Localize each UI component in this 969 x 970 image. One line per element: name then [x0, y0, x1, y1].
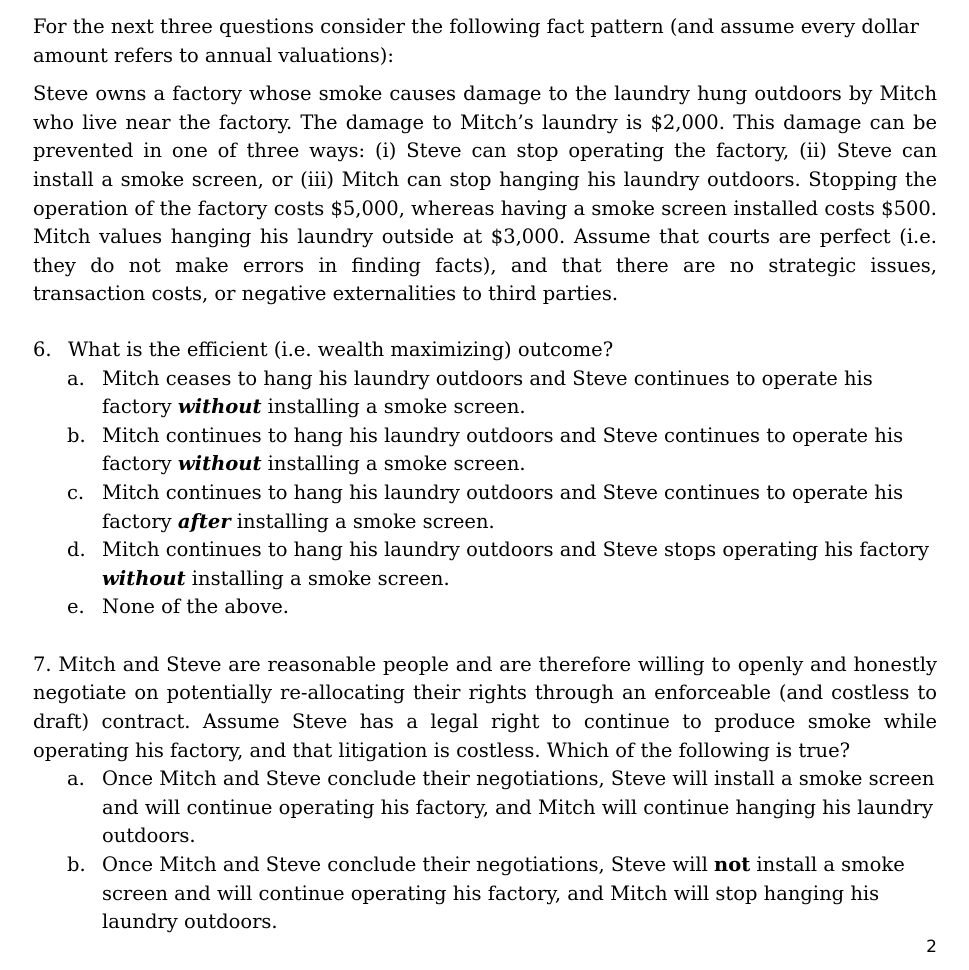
option-text: Mitch continues to hang his laundry outdoors and Steve continues to operate his factory [102, 423, 904, 476]
option-letter: a. [67, 767, 85, 791]
page-number: 2 [926, 937, 937, 957]
option-text: Mitch ceases to hang his laundry outdoors and Steve continues to operate his factory [102, 366, 873, 419]
option-emphasis: without [177, 395, 262, 419]
option-text: None of the above. [102, 595, 289, 619]
option-text-end: installing a smoke screen. [230, 509, 495, 533]
question-6-stem [33, 336, 937, 365]
question-7-stem: 7. Mitch and Steve are reasonable people and are therefore willing to openly and honestly negotiate on potentially re-allocating their rights through an enforceable (and costless to draft) contract. Assume Steve has a legal right to continue to produce smoke while operating his factory, and that litigation is costless. Which of the following is true? [33, 652, 937, 762]
question-6-options [33, 365, 937, 622]
option-text-end: install a smoke screen and will continue operating his factory, and Mitch will stop hanging his laundry outdoors. [102, 853, 905, 934]
fact-pattern-paragraph: Steve owns a factory whose smoke causes damage to the laundry hung outdoors by Mitch who live near the factory. The damage to Mitch’s laundry is $2,000. This damage can be prevented in one of three ways: (i) Steve can stop operating the factory, (ii) Steve can install a smoke screen, or (iii) Mitch can stop hanging his laundry outdoors. Stopping the operation of the factory costs $5,000, whereas having a smoke screen installed costs $500. Mitch values hanging his laundry outside at $3,000. Assume that courts are perfect (i.e. they do not make errors in finding facts), and that there are no strategic issues, transaction costs, or negative externalities to third parties. [33, 82, 937, 306]
option-text: Once Mitch and Steve conclude their negotiations, Steve will [102, 853, 715, 877]
option-6e [33, 593, 937, 622]
option-text-end: installing a smoke screen. [185, 566, 450, 590]
option-7a [33, 765, 937, 851]
question-6-text: What is the efficient (i.e. wealth maximizing) outcome? [68, 337, 614, 361]
option-emphasis: without [177, 452, 262, 476]
option-6a [33, 365, 937, 422]
option-7b [33, 851, 937, 937]
question-7 [33, 651, 937, 937]
option-text-end: installing a smoke screen. [261, 452, 526, 476]
option-letter: b. [67, 423, 86, 447]
question-7-options [33, 765, 937, 937]
question-6 [33, 336, 937, 622]
option-letter: a. [67, 366, 85, 390]
option-emphasis: without [102, 566, 186, 590]
option-text: Mitch continues to hang his laundry outdoors and Steve stops operating his factory [102, 538, 930, 562]
option-text: Mitch continues to hang his laundry outdoors and Steve continues to operate his factory [102, 480, 904, 533]
option-letter: e. [67, 595, 85, 619]
option-6d [33, 536, 937, 593]
option-letter: c. [67, 480, 85, 504]
intro-paragraph: For the next three questions consider the following fact pattern (and assume every dollar amount refers to annual valuations): [33, 15, 920, 67]
option-text-end: installing a smoke screen. [261, 395, 526, 419]
option-6b [33, 422, 937, 479]
option-letter: b. [67, 853, 86, 877]
option-emphasis: after [177, 509, 231, 533]
document-page [33, 13, 937, 937]
option-letter: d. [67, 538, 86, 562]
option-text: Once Mitch and Steve conclude their negotiations, Steve will install a smoke screen and will continue operating his factory, and Mitch will continue hanging his laundry outdoors. [102, 767, 935, 848]
option-bold-word: not [714, 853, 751, 877]
question-6-number: 6. [33, 337, 52, 361]
option-6c [33, 479, 937, 536]
